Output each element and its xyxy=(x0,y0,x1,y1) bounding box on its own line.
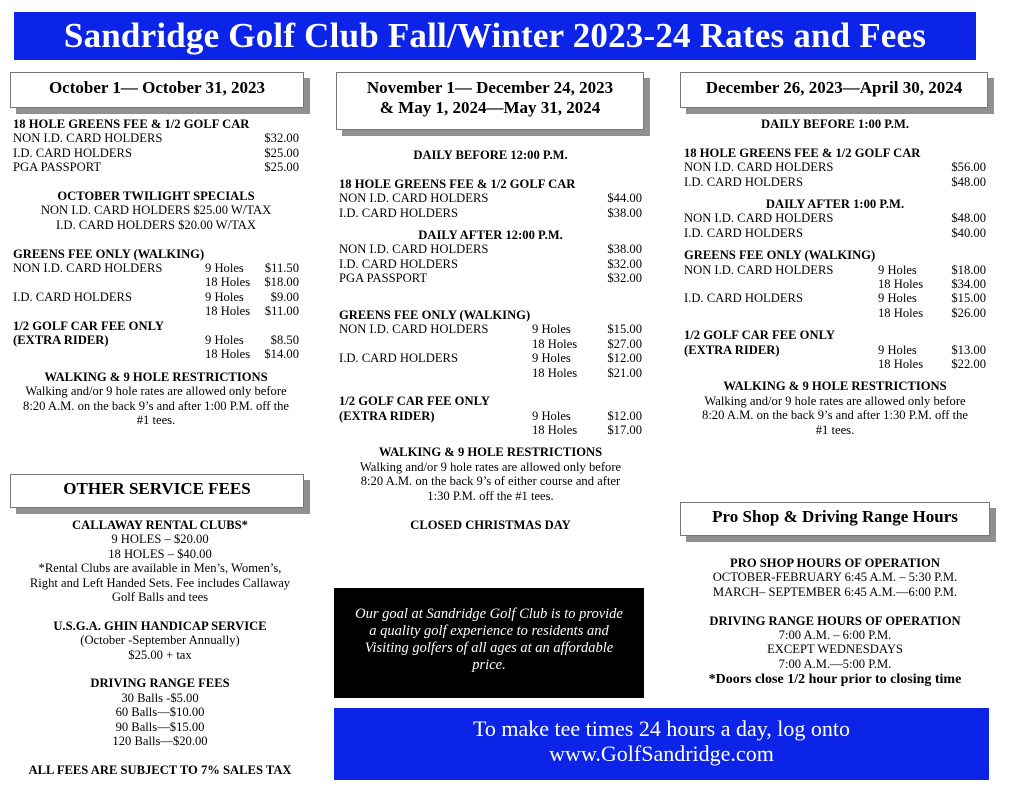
october-rates xyxy=(13,117,299,427)
restrictions-line: Walking and/or 9 hole rates are allowed only before xyxy=(704,393,966,408)
restrictions-line: 8:20 A.M. on the back 9’s and after 1:30 P.M. off the xyxy=(702,408,968,423)
rate-row: (EXTRA RIDER) 9 Holes $8.50 xyxy=(13,332,299,347)
section-title: OTHER SERVICE FEES xyxy=(63,479,251,498)
rate-row: NON I.D. CARD HOLDERS $48.00 xyxy=(684,211,986,226)
rate-row: I.D. CARD HOLDERS 9 Holes $12.00 xyxy=(339,351,642,366)
period-title: December 26, 2023—April 30, 2024 xyxy=(705,78,963,97)
restrictions-line: #1 tees. xyxy=(136,412,176,427)
range-hours-line: 7:00 A.M.—5:00 P.M. xyxy=(778,656,892,671)
period-title: October 1— October 31, 2023 xyxy=(48,78,266,97)
rate-row: 18 Holes $14.00 xyxy=(205,347,299,362)
greens-cart-heading: 18 HOLE GREENS FEE & 1/2 GOLF CAR xyxy=(13,117,250,131)
range-fees-heading: DRIVING RANGE FEES xyxy=(90,676,230,691)
rate-row: NON I.D. CARD HOLDERS $32.00 xyxy=(13,131,299,146)
proshop-hours-line: OCTOBER-FEBRUARY 6:45 A.M. – 5:30 P.M. xyxy=(712,570,958,585)
daily-after-heading: DAILY AFTER 1:00 P.M. xyxy=(765,196,905,211)
range-fee-line: 120 Balls—$20.00 xyxy=(112,734,208,749)
rental-heading: CALLAWAY RENTAL CLUBS* xyxy=(72,518,248,532)
december-rates xyxy=(684,117,986,437)
twilight-heading: OCTOBER TWILIGHT SPECIALS xyxy=(57,188,255,203)
rate-row: I.D. CARD HOLDERS 9 Holes $15.00 xyxy=(684,291,986,306)
page-title: Sandridge Golf Club Fall/Winter 2023-24 Rates and Fees xyxy=(63,16,927,55)
walking-heading: GREENS FEE ONLY (WALKING) xyxy=(684,248,876,263)
rate-row: NON I.D. CARD HOLDERS $56.00 xyxy=(684,160,986,175)
rental-line: 18 HOLES – $40.00 xyxy=(108,546,212,561)
rate-row: 18 Holes $21.00 xyxy=(532,365,642,380)
rate-row: 18 Holes $18.00 xyxy=(205,275,299,290)
period-header-november xyxy=(336,72,644,130)
rate-row: 18 Holes $26.00 xyxy=(878,305,986,320)
proshop-hours-line: MARCH– SEPTEMBER 6:45 A.M.—6:00 P.M. xyxy=(712,584,958,599)
ghin-line: (October -September Annually) xyxy=(80,633,240,648)
rate-row: 18 Holes $27.00 xyxy=(532,336,642,351)
proshop-header xyxy=(680,502,990,536)
rental-line: Golf Balls and tees xyxy=(111,590,209,605)
range-fee-line: 30 Balls -$5.00 xyxy=(121,690,199,705)
ghin-heading: U.S.G.A. GHIN HANDICAP SERVICE xyxy=(53,618,267,633)
restrictions-line: 8:20 A.M. on the back 9’s of either course and after xyxy=(360,474,621,489)
rate-row: 18 Holes $11.00 xyxy=(205,304,299,319)
restrictions-line: 1:30 P.M. off the #1 tees. xyxy=(427,488,554,503)
greens-cart-heading: 18 HOLE GREENS FEE & 1/2 GOLF CAR xyxy=(684,145,921,160)
cart-only-heading: 1/2 GOLF CAR FEE ONLY xyxy=(13,318,164,333)
range-hours-line: EXCEPT WEDNESDAYS xyxy=(767,642,903,657)
mission-statement: Our goal at Sandridge Golf Club is to provide a quality golf experience to residents and Visiting golfers of all ages at an affordable price. xyxy=(334,588,644,698)
other-fees xyxy=(10,518,310,777)
restrictions-line: Walking and/or 9 hole rates are allowed only before xyxy=(359,459,622,474)
rate-row: (EXTRA RIDER) 9 Holes $12.00 xyxy=(339,408,642,423)
closed-notice: CLOSED CHRISTMAS DAY xyxy=(410,517,571,532)
rate-row: 18 Holes $22.00 xyxy=(878,356,986,371)
rate-row: PGA PASSPORT $32.00 xyxy=(339,271,642,286)
restrictions-line: Walking and/or 9 hole rates are allowed only before xyxy=(25,384,287,399)
period-title: & May 1, 2024—May 31, 2024 xyxy=(379,98,601,117)
greens-cart-heading: 18 HOLE GREENS FEE & 1/2 GOLF CAR xyxy=(339,176,576,191)
rate-row: NON I.D. CARD HOLDERS $38.00 xyxy=(339,242,642,257)
rate-row: I.D. CARD HOLDERS $32.00 xyxy=(339,256,642,271)
range-fee-line: 60 Balls—$10.00 xyxy=(115,705,205,720)
range-hours-line: 7:00 A.M. – 6:00 P.M. xyxy=(778,628,892,643)
rate-row: I.D. CARD HOLDERS $38.00 xyxy=(339,205,642,220)
rate-row: (EXTRA RIDER) 9 Holes $13.00 xyxy=(684,342,986,357)
rental-line: *Rental Clubs are available in Men’s, Women’s, xyxy=(38,561,282,576)
rate-row: NON I.D. CARD HOLDERS $44.00 xyxy=(339,191,642,206)
rate-row: I.D. CARD HOLDERS $40.00 xyxy=(684,225,986,240)
restrictions-line: 8:20 A.M. on the back 9’s and after 1:00 P.M. off the xyxy=(23,398,289,413)
ghin-line: $25.00 + tax xyxy=(128,647,192,662)
cart-only-heading: 1/2 GOLF CAR FEE ONLY xyxy=(339,394,490,409)
rate-row: 18 Holes $34.00 xyxy=(878,276,986,291)
twilight-line: NON I.D. CARD HOLDERS $25.00 W/TAX xyxy=(40,203,272,218)
rate-row: I.D. CARD HOLDERS 9 Holes $9.00 xyxy=(13,289,299,304)
rental-line: 9 HOLES – $20.00 xyxy=(111,532,209,547)
restrictions-line: #1 tees. xyxy=(815,422,855,437)
rate-row: NON I.D. CARD HOLDERS 9 Holes $18.00 xyxy=(684,262,986,277)
rate-row: 18 Holes $17.00 xyxy=(532,423,642,438)
period-header-december xyxy=(680,72,988,108)
range-hours-heading: DRIVING RANGE HOURS OF OPERATION xyxy=(709,613,961,628)
rate-row: NON I.D. CARD HOLDERS 9 Holes $15.00 xyxy=(339,322,642,337)
tee-times-banner xyxy=(334,708,989,780)
proshop-hours xyxy=(684,556,986,688)
daily-after-heading: DAILY AFTER 12:00 P.M. xyxy=(418,227,563,242)
cart-only-heading: 1/2 GOLF CAR FEE ONLY xyxy=(684,328,835,343)
restrictions-heading: WALKING & 9 HOLE RESTRICTIONS xyxy=(44,369,268,384)
period-title: November 1— December 24, 2023 xyxy=(366,78,614,97)
title-banner xyxy=(14,12,976,60)
range-fee-line: 90 Balls—$15.00 xyxy=(115,719,205,734)
rate-row: NON I.D. CARD HOLDERS 9 Holes $11.50 xyxy=(13,260,299,275)
rate-row: PGA PASSPORT $25.00 xyxy=(13,160,299,175)
restrictions-heading: WALKING & 9 HOLE RESTRICTIONS xyxy=(723,379,947,394)
twilight-line: I.D. CARD HOLDERS $20.00 W/TAX xyxy=(56,217,256,232)
other-fees-header xyxy=(10,474,304,508)
restrictions-heading: WALKING & 9 HOLE RESTRICTIONS xyxy=(378,445,603,460)
proshop-hours-heading: PRO SHOP HOURS OF OPERATION xyxy=(730,556,940,570)
tee-times-text: To make tee times 24 hours a day, log onto xyxy=(472,716,851,741)
tax-note: ALL FEES ARE SUBJECT TO 7% SALES TAX xyxy=(28,762,292,777)
walking-heading: GREENS FEE ONLY (WALKING) xyxy=(13,246,205,261)
period-header-october xyxy=(10,72,304,108)
rental-line: Right and Left Handed Sets. Fee includes Callaway xyxy=(29,575,291,590)
daily-before-heading: DAILY BEFORE 12:00 P.M. xyxy=(413,148,568,162)
website-link[interactable]: www.GolfSandridge.com xyxy=(549,741,774,766)
section-title: Pro Shop & Driving Range Hours xyxy=(712,507,958,526)
walking-heading: GREENS FEE ONLY (WALKING) xyxy=(339,307,531,322)
doors-note: *Doors close 1/2 hour prior to closing time xyxy=(708,672,962,688)
rate-row: I.D. CARD HOLDERS $25.00 xyxy=(13,145,299,160)
november-rates xyxy=(339,148,642,532)
rate-row: I.D. CARD HOLDERS $48.00 xyxy=(684,174,986,189)
daily-before-heading: DAILY BEFORE 1:00 P.M. xyxy=(761,117,909,131)
